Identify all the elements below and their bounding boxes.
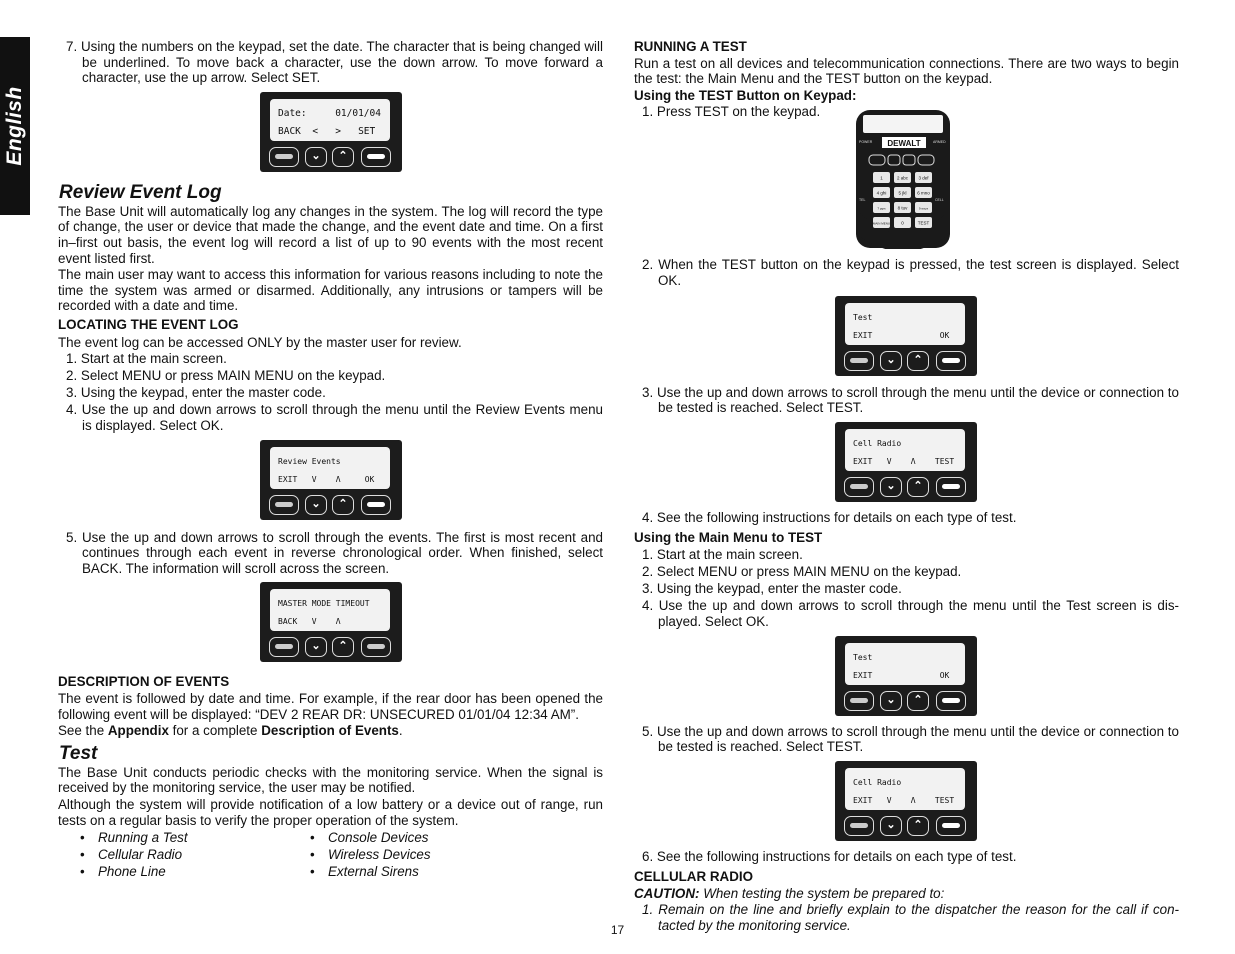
lcd-line-2: EXIT OK xyxy=(853,330,950,340)
locating-intro: The event log can be accessed ONLY by the master user for review. xyxy=(58,334,462,350)
remote-key-label: 6 mno xyxy=(917,190,930,196)
svg-text:TEL: TEL xyxy=(859,198,866,203)
down-arrow-icon: ⌄ xyxy=(305,147,327,167)
lcd-line-1: Review Events xyxy=(278,456,341,466)
lcd-master-display xyxy=(260,582,603,662)
down-arrow-icon: ⌄ xyxy=(880,477,902,497)
left-column xyxy=(58,39,603,880)
lcd-line-1: Cell Radio xyxy=(853,777,902,787)
review-paragraph-1: The Base Unit will automatically log any changes in the system. The log will record the type of change, the user or device that made the change, and the event date and time. On a first in–first out basis, the event log will record a list of up to 90 events with the most recent event listed first. xyxy=(58,203,603,266)
button-step-1: 1. Press TEST on the keypad. xyxy=(642,104,821,120)
lcd-line-1: Test xyxy=(853,652,873,662)
remote-key-label: MAIN MENU xyxy=(872,221,891,226)
button-step-4: 4. See the following instructions for details on each type of test. xyxy=(642,509,1017,525)
remote-key-label: 9 wxyz xyxy=(918,206,929,211)
description-heading: DESCRIPTION OF EVENTS xyxy=(58,674,230,690)
using-main-menu-heading: Using the Main Menu to TEST xyxy=(634,530,823,546)
menu-step-6: 6. See the following instructions for details on each type of test. xyxy=(642,848,1017,864)
test-paragraph-2: Although the system will provide notification of a low battery or a device out of range, run tests on a regular basis to verify the proper operation of the system. xyxy=(58,796,603,828)
remote-key-label: 8 tuv xyxy=(897,205,908,211)
test-paragraph-1: The Base Unit conducts periodic checks with the monitoring service. When the signal is received by the monitoring service, the user may be notified. xyxy=(58,764,603,796)
menu-step: 1. Start at the main screen. xyxy=(642,547,803,563)
lcd-line-2: EXIT V Λ TEST xyxy=(853,456,955,466)
list-item: • Cellular Radio xyxy=(80,847,183,863)
list-item: • Running a Test xyxy=(80,830,188,846)
brand-logo: DEWALT xyxy=(887,139,921,149)
remote-key-label: TEST xyxy=(917,220,930,226)
review-paragraph-2: The main user may want to access this information for various reasons including to note the time the system was armed or disarmed. Additionally, any intrusions or tampers will be recorded with a date and time. xyxy=(58,267,603,314)
menu-step-5: 5. Use the up and down arrows to scroll through the menu until the device or connection to be tested is reached. Select TEST. xyxy=(642,723,1179,755)
svg-text:POWER: POWER xyxy=(859,140,873,145)
down-arrow-icon: ⌄ xyxy=(880,691,902,711)
lcd-date-display xyxy=(260,92,603,172)
lcd-line-1: Cell Radio xyxy=(853,438,902,448)
test-topics-list xyxy=(80,830,603,880)
lcd-test-display xyxy=(835,296,1179,376)
locating-heading: LOCATING THE EVENT LOG xyxy=(58,316,239,332)
description-paragraph-2: See the Appendix for a complete Description of Events. xyxy=(58,723,403,739)
button-step-3: 3. Use the up and down arrows to scroll through the menu until the device or connection to be tested is reached. Select TEST. xyxy=(642,384,1179,416)
locating-step: 3. Using the keypad, enter the master code. xyxy=(66,385,326,401)
menu-step: 2. Select MENU or press MAIN MENU on the keypad. xyxy=(642,564,962,580)
lcd-line-1: Date: 01/01/04 xyxy=(278,107,381,119)
caution-step-1: 1. Remain on the line and briefly explain to the dispatcher the reason for the call if con-tacted by the monitoring service. xyxy=(642,902,1179,934)
up-arrow-icon: ⌃ xyxy=(332,147,354,167)
menu-step: 4. Use the up and down arrows to scroll through the menu until the Test screen is dis-played. Select OK. xyxy=(642,598,1179,629)
list-item: • Wireless Devices xyxy=(310,847,431,863)
button-step-2: 2. When the TEST button on the keypad is pressed, the test screen is displayed. Select OK. xyxy=(642,257,1179,289)
running-test-paragraph: Run a test on all devices and telecommunication connections. There are two ways to begin the test: the Main Menu and the TEST button on the keypad. xyxy=(634,55,1179,87)
running-test-heading: RUNNING A TEST xyxy=(634,39,747,54)
up-arrow-icon: ⌃ xyxy=(907,691,929,711)
review-event-log-title: Review Event Log xyxy=(59,181,222,203)
up-arrow-icon: ⌃ xyxy=(907,477,929,497)
lcd-cell-radio-display xyxy=(835,422,1179,502)
language-tab xyxy=(0,37,30,215)
list-item: • Console Devices xyxy=(310,830,429,846)
down-arrow-icon: ⌄ xyxy=(305,637,327,657)
caution-line: CAUTION: When testing the system be prepared to: xyxy=(634,885,945,901)
down-arrow-icon: ⌄ xyxy=(880,351,902,371)
lcd-test-display-2 xyxy=(835,636,1179,716)
lcd-line-2: EXIT OK xyxy=(853,670,950,680)
down-arrow-icon: ⌄ xyxy=(305,495,327,515)
lcd-line-2: BACK < > SET xyxy=(278,125,376,137)
remote-key-label: 1 xyxy=(880,175,883,181)
cellular-radio-heading: CELLULAR RADIO xyxy=(634,869,754,885)
test-title: Test xyxy=(59,742,98,764)
right-column xyxy=(634,39,1179,935)
menu-step: 3. Using the keypad, enter the master code. xyxy=(642,581,902,597)
svg-text:ARMED: ARMED xyxy=(933,140,946,145)
remote-key-label: 3 def xyxy=(918,175,929,181)
up-arrow-icon: ⌃ xyxy=(332,495,354,515)
lcd-review-display xyxy=(260,440,603,520)
up-arrow-icon: ⌃ xyxy=(907,351,929,371)
lcd-cell-radio-display-2 xyxy=(835,761,1179,841)
lcd-line-1: Test xyxy=(853,312,873,322)
remote-key-label: 7 pqrs xyxy=(877,206,886,211)
list-item: • Phone Line xyxy=(80,864,166,880)
using-test-button-heading: Using the TEST Button on Keypad: xyxy=(634,87,857,103)
lcd-line-1: MASTER MODE TIMEOUT xyxy=(278,599,370,609)
remote-key-label: 2 abc xyxy=(896,175,909,181)
remote-key-label: 0 xyxy=(901,220,904,226)
remote-key-label: 5 jkl xyxy=(898,190,907,196)
locating-step: 1. Start at the main screen. xyxy=(66,351,227,367)
remote-key-label: 4 ghi xyxy=(876,190,887,196)
keypad-remote-image xyxy=(855,109,1179,249)
locating-step: 2. Select MENU or press MAIN MENU on the keypad. xyxy=(66,368,386,384)
down-arrow-icon: ⌄ xyxy=(880,816,902,836)
lcd-line-2: BACK V Λ xyxy=(278,617,341,627)
step-5: 5. Use the up and down arrows to scroll through the events. The first is most recent and continues through each event in reverse chronological order. When finished, select BACK. The information will scroll across the screen. xyxy=(66,529,603,576)
locating-step: 4. Use the up and down arrows to scroll through the menu until the Review Events menu is displayed. Select OK. xyxy=(66,402,603,433)
step-7: 7. Using the numbers on the keypad, set the date. The character that is being changed will be underlined. To move back a character, use the down arrow. To move forward a character, use the up arrow. Select SET. xyxy=(66,39,603,86)
up-arrow-icon: ⌃ xyxy=(332,637,354,657)
lcd-line-2: EXIT V Λ TEST xyxy=(853,795,955,805)
language-tab-label: English xyxy=(3,86,27,166)
list-item: • External Sirens xyxy=(310,864,419,880)
svg-text:CELL: CELL xyxy=(935,198,944,203)
description-paragraph-1: The event is followed by date and time. For example, if the rear door has been opened the following event will be displayed: “DEV 2 REAR DR: UNSECURED 01/01/04 12:34 AM”. xyxy=(58,690,603,722)
page-number: 17 xyxy=(610,923,625,937)
up-arrow-icon: ⌃ xyxy=(907,816,929,836)
lcd-line-2: EXIT V Λ OK xyxy=(278,474,375,484)
